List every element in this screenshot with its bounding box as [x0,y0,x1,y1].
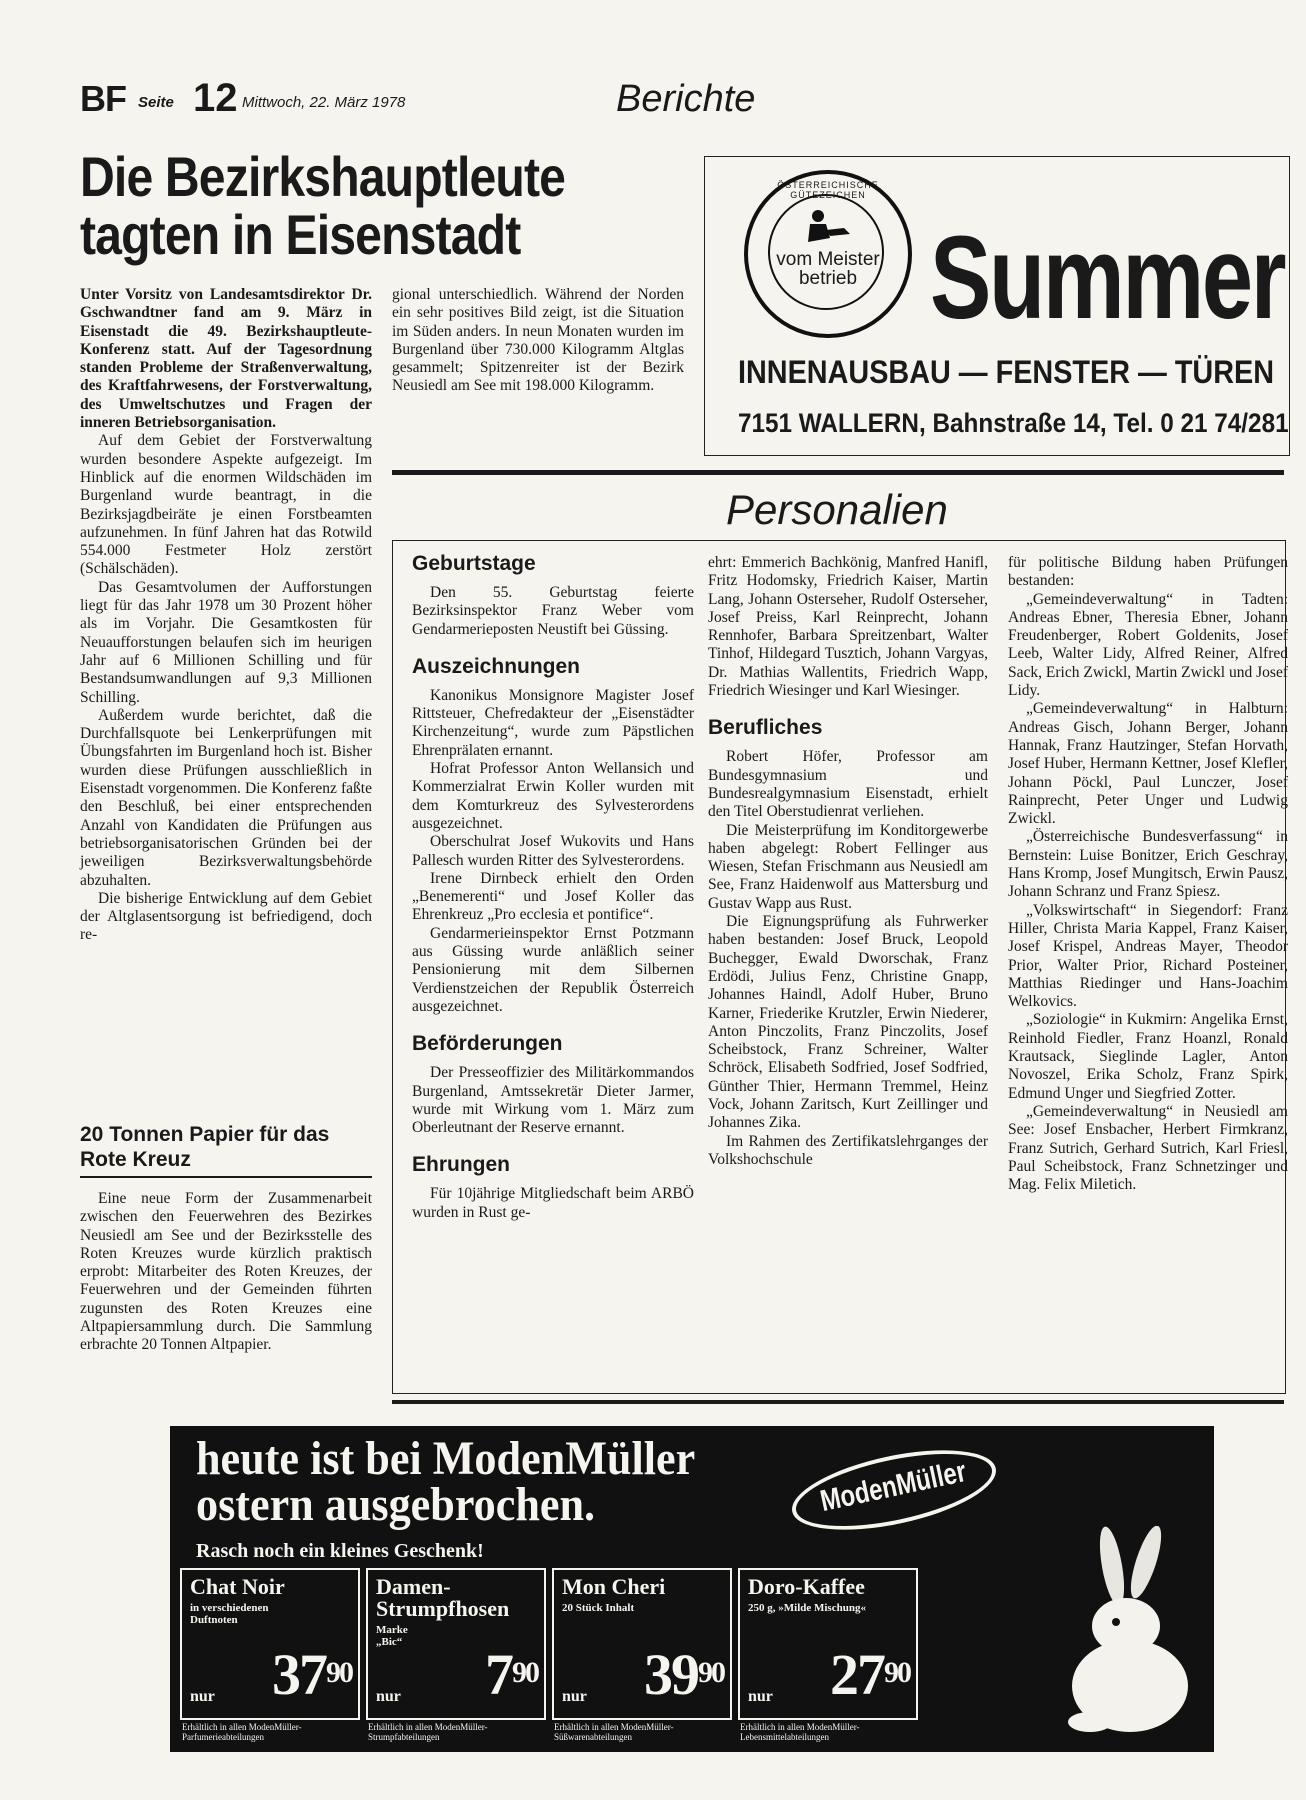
ad-headline-line-2: ostern ausgebrochen. [196,1478,596,1531]
befoerderungen-heading: Beförderungen [412,1032,563,1056]
divider [80,1176,372,1178]
product-description: 250 g, »Milde Mischung« [748,1602,866,1614]
product-name: Chat Noir [190,1574,285,1599]
product-name: Doro-Kaffee [748,1574,865,1599]
personalien-paragraph: Den 55. Geburtstag feierte Bezirksinspektor Franz Weber vom Gendarmerieposten Neustift bei Güssing. [412,584,694,638]
product-description: in verschiedenen Duftnoten [190,1602,269,1626]
article-column-1 [80,286,372,945]
personalien-paragraph: „Gemeindeverwaltung“ in Tadten: Andreas Ebner, Theresia Ebner, Johann Freudenberger, Robert Goldenits, Josef Leeb, Walter Lidy, Alfred Reiner, Alfred Sack, Erich Zwickl, Martin Zwickl und Josef Lidy. [1008,590,1288,700]
price-prefix: nur [748,1688,773,1705]
article-paragraph: Außerdem wurde berichtet, daß die Durchfallsquote bei Lenkerprüfungen mit Übungsfahrten im Burgenland hoch ist. Bisher wurden diese Prüfungen ausschließlich in Eisenstadt vorgenommen. Die Konferenz faßte den Beschluß, bei einer entsprechenden Anzahl von Kandidaten die Prüfungen aus betriebsorganisatorischen Gründen bei der jeweiligen Bezirksverwaltungsbehörde abzuhalten. [80,706,372,889]
personalien-paragraph: „Volkswirtschaft“ in Siegendorf: Franz Hiller, Christa Maria Kappel, Franz Kaiser, Josef Krispel, Andreas Mayer, Theodor Prior, Walter Prior, Richard Posteiner, Matthias Riedinger und Hans-Joachim Welkovics. [1008,901,1288,1011]
article-headline [80,145,596,266]
page-number: 12 [193,76,238,120]
article-lead: Unter Vorsitz von Landesamtsdirektor Dr. Gschwandtner fand am 9. März in Eisenstadt die 49. Bezirkshauptleute-Konferenz statt. Auf der Tagesordnung standen Probleme der Straßenverwaltung, des Kraftfahrwesens, der Forstverwaltung, des Umweltschutzes und Fragen der inneren Betriebsorganisation. [80,286,372,432]
price-decimal: 90 [698,1656,724,1689]
seal-ring-text: ÖSTERREICHISCHE GÜTEZEICHEN [777,180,879,200]
ad-headline-line-1: heute ist bei ModenMüller [196,1432,696,1485]
product-price [644,1642,724,1707]
master-seal [744,170,912,338]
berufliches-heading: Berufliches [708,716,823,740]
personalien-title: Personalien [726,486,948,533]
personalien-paragraph: Robert Höfer, Professor am Bundesgymnasium und Bundesrealgymnasium Eisenstadt, erhielt den Titel Oberstudienrat verliehen. [708,748,988,821]
ad-subline: Rasch noch ein kleines Geschenk! [196,1540,484,1562]
price-integer: 27 [830,1642,884,1707]
newspaper-logo: BF [80,78,126,119]
product-price [272,1642,352,1707]
price-decimal: 90 [512,1656,538,1689]
geburtstage-heading: Geburtstage [412,552,536,575]
personalien-paragraph: Oberschulrat Josef Wukovits und Hans Pallesch wurden Ritter des Sylvesterordens. [412,833,694,869]
product-price [485,1642,538,1707]
section-rule [392,1400,1284,1404]
ad-headline [196,1432,696,1531]
personalien-paragraph: ehrt: Emmerich Bachkönig, Manfred Hanifl, Fritz Hodomsky, Friedrich Kaiser, Martin Lang, Johann Osterseher, Rudolf Osterseher, Josef Preiss, Karl Reinprecht, Johann Rennhofer, Barbara Spreitzenbart, Walter Tinhof, Hildegard Tusztich, Johann Vargyas, Dr. Mathias Wallentits, Friedrich Wapp, Friedrich Wiesinger und Karl Wiesinger. [708,554,988,700]
article2-title: 20 Tonnen Papier für das Rote Kreuz [80,1123,330,1171]
price-integer: 39 [644,1642,698,1707]
personalien-paragraph: für politische Bildung haben Prüfungen bestanden: [1008,554,1288,590]
personalien-paragraph: Hofrat Professor Anton Wellansich und Kommerzialrat Erwin Koller wurden mit dem Komturkreuz des Sylvesterordens ausgezeichnet. [412,760,694,832]
page-label: Seite [138,94,174,111]
personalien-paragraph: Kanonikus Monsignore Magister Josef Rittsteuer, Chefredakteur der „Eisenstädter Kirchenzeitung“, wurde zum Päpstlichen Ehrenprälaten ernannt. [412,686,694,759]
personalien-paragraph: „Gemeindeverwaltung“ in Neusiedl am See: Josef Ensbacher, Herbert Firmkranz, Franz Sutrich, Gerhard Sutrich, Karl Friesl, Paul Scheibstock, Franz Schnetzinger und Mag. Felix Miletich. [1008,1102,1288,1194]
modenmueller-logo [785,1435,1003,1545]
summer-address: 7151 WALLERN, Bahnstraße 14, Tel. 0 21 74/281 [738,408,1289,438]
price-prefix: nur [562,1688,587,1705]
personalien-paragraph: Gendarmerieinspektor Ernst Potzmann aus Güssing wurde anläßlich seiner Pensionierung mit dem Silbernen Verdienstzeichen der Republik Österreich ausgezeichnet. [412,924,694,1015]
personalien-paragraph: „Soziologie“ in Kukmirn: Angelika Ernst, Reinhold Fiedler, Franz Hoanzl, Ronald Krautsack, Sieglinde Lagler, Anton Novoszel, Erika Scholz, Franz Spirk, Edmund Unger und Siegfried Zotter. [1008,1011,1288,1102]
product-footnote: Erhältlich in allen ModenMüller-Parfumerieabteilungen [182,1722,302,1742]
personalien-paragraph: Der Presseoffizier des Militärkommandos Burgenland, Amtssekretär Dieter Jarmer, wurde mit Wirkung vom 1. März zum Oberleutnant der Reserve ernannt. [412,1064,694,1137]
personalien-paragraph: Die Meisterprüfung im Konditorgewerbe haben abgelegt: Robert Fellinger aus Wiesen, Stefan Frischmann aus Neusiedl am See, Franz Haidenwolf aus Mattersburg und Gustav Wapp aus Rust. [708,821,988,912]
personalien-paragraph: Irene Dirnbeck erhielt den Orden „Benemerenti“ und Josef Koller das Ehrenkreuz „Pro ecclesia et pontifice“. [412,869,694,924]
product-card [366,1568,546,1742]
ehrungen-heading: Ehrungen [412,1153,510,1177]
product-footnote: Erhältlich in allen ModenMüller-Strumpfabteilungen [368,1722,488,1742]
article-column-2 [392,286,684,396]
product-card [552,1568,732,1742]
product-name: Damen-Strumpfhosen [376,1574,510,1621]
price-integer: 37 [272,1642,326,1707]
price-prefix: nur [190,1688,215,1705]
price-prefix: nur [376,1688,401,1705]
personalien-paragraph: Für 10jährige Mitgliedschaft beim ARBÖ wurden in Rust ge- [412,1185,694,1221]
modenmueller-advertisement [170,1426,1214,1752]
personalien-column-3 [1008,554,1288,1194]
seal-text: vom Meister betrieb [776,249,880,289]
logo-text: ModenMüller [817,1455,970,1519]
article-paragraph: Das Gesamtvolumen der Aufforstungen liegt für das Jahr 1978 um 30 Prozent höher als im Vorjahr. Die Gesamtkosten für Neuaufforstungen belaufen sich im heurigen Jahr auf 6 Millionen Schilling und für Bestandsumwandlungen auf 9,3 Millionen Schilling. [80,578,372,706]
summer-brand: Summer [930,212,1285,344]
article-paragraph: Die bisherige Entwicklung auf dem Gebiet der Altglasentsorgung ist befriedigend, doch re- [80,889,372,944]
auszeichnungen-heading: Auszeichnungen [412,654,581,678]
article-paragraph: Eine neue Form der Zusammenarbeit zwischen den Feuerwehren des Bezirkes Neusiedl am See und der Bezirksstelle des Roten Kreuzes wurde kürzlich praktisch erprobt: Mitarbeiter des Roten Kreuzes, der Feuerwehren und der Gemeinden führten zugunsten des Roten Kreuzes eine Altpapiersammlung durch. Die Sammlung erbrachte 20 Tonnen Altpapier. [80,1190,372,1354]
product-footnote: Erhältlich in allen ModenMüller-Lebensmittelabteilungen [740,1722,860,1742]
personalien-paragraph: „Gemeindeverwaltung“ in Halbturn: Andreas Gisch, Johann Berger, Johann Hannak, Franz Hautzinger, Stefan Horvath, Josef Huber, Hermann Kettner, Josef Klefler, Johann Pöckl, Paul Lunczer, Josef Rainprecht, Peter Unger und Ludwig Zwickl. [1008,700,1288,828]
price-decimal: 90 [884,1656,910,1689]
price-decimal: 90 [326,1656,352,1689]
article-paragraph: Auf dem Gebiet der Forstverwaltung wurden besondere Aspekte aufgezeigt. Im Hinblick auf die enormen Wildschäden im Burgenland wurde beantragt, in die Bezirksjagdbeiräte je einen Forstbeamten aufzunehmen. In fünf Jahren hat das Rotwild 554.000 Festmeter Holz zerstört (Schälschäden). [80,432,372,578]
product-price [830,1642,910,1707]
product-description: 20 Stück Inhalt [562,1602,635,1614]
article2-body [80,1190,372,1355]
section-rule [392,470,1284,475]
personalien-column-1 [412,552,694,1222]
price-integer: 7 [485,1642,512,1707]
product-card [738,1568,918,1742]
section-title: Berichte [616,78,756,120]
summer-services: INNENAUSBAU — FENSTER — TÜREN [738,354,1275,390]
personalien-paragraph: „Österreichische Bundesverfassung“ in Bernstein: Luise Bonitzer, Erich Geschray, Hans Kromp, Josef Mungitsch, Erwin Pausz, Johann Schranz und Franz Spiesz. [1008,828,1288,901]
product-name: Mon Cheri [562,1574,666,1599]
craftsman-icon [800,208,856,248]
personalien-column-2 [708,554,988,1169]
article-paragraph: gional unterschiedlich. Während der Norden ein sehr positives Bild zeigt, ist die Situation im Süden anders. In neun Monaten wurden im Burgenland über 730.000 Kilogramm Altglas gesammelt; Spitzenreiter ist der Bezirk Neusiedl am See mit 198.000 Kilogramm. [392,286,684,395]
easter-bunny-icon [1050,1526,1200,1736]
product-card [180,1568,360,1742]
headline-line-1: Die Bezirkshauptleute [80,145,566,208]
product-description: Marke „Bic“ [376,1624,408,1648]
headline-line-2: tagten in Eisenstadt [80,203,521,266]
personalien-paragraph: Die Eignungsprüfung als Fuhrwerker haben bestanden: Josef Bruck, Leopold Buchegger, Ewald Dworschak, Franz Erdödi, Julius Fenz, Christine Gnapp, Johannes Haindl, Adolf Huber, Bruno Karner, Friederike Krutzler, Erwin Niederer, Anton Pinczolits, Franz Pinczolits, Josef Scheibstock, Franz Schreiner, Walter Schröck, Elisabeth Sodfried, Josef Sodfried, Günther Thier, Hermann Tremmel, Heinz Vock, Johann Zaritsch, Kurt Zeillinger und Johannes Zika. [708,913,988,1132]
personalien-paragraph: Im Rahmen des Zertifikatslehrganges der Volkshochschule [708,1132,988,1168]
issue-date: Mittwoch, 22. März 1978 [242,94,406,111]
product-footnote: Erhältlich in allen ModenMüller-Süßwarenabteilungen [554,1722,674,1742]
